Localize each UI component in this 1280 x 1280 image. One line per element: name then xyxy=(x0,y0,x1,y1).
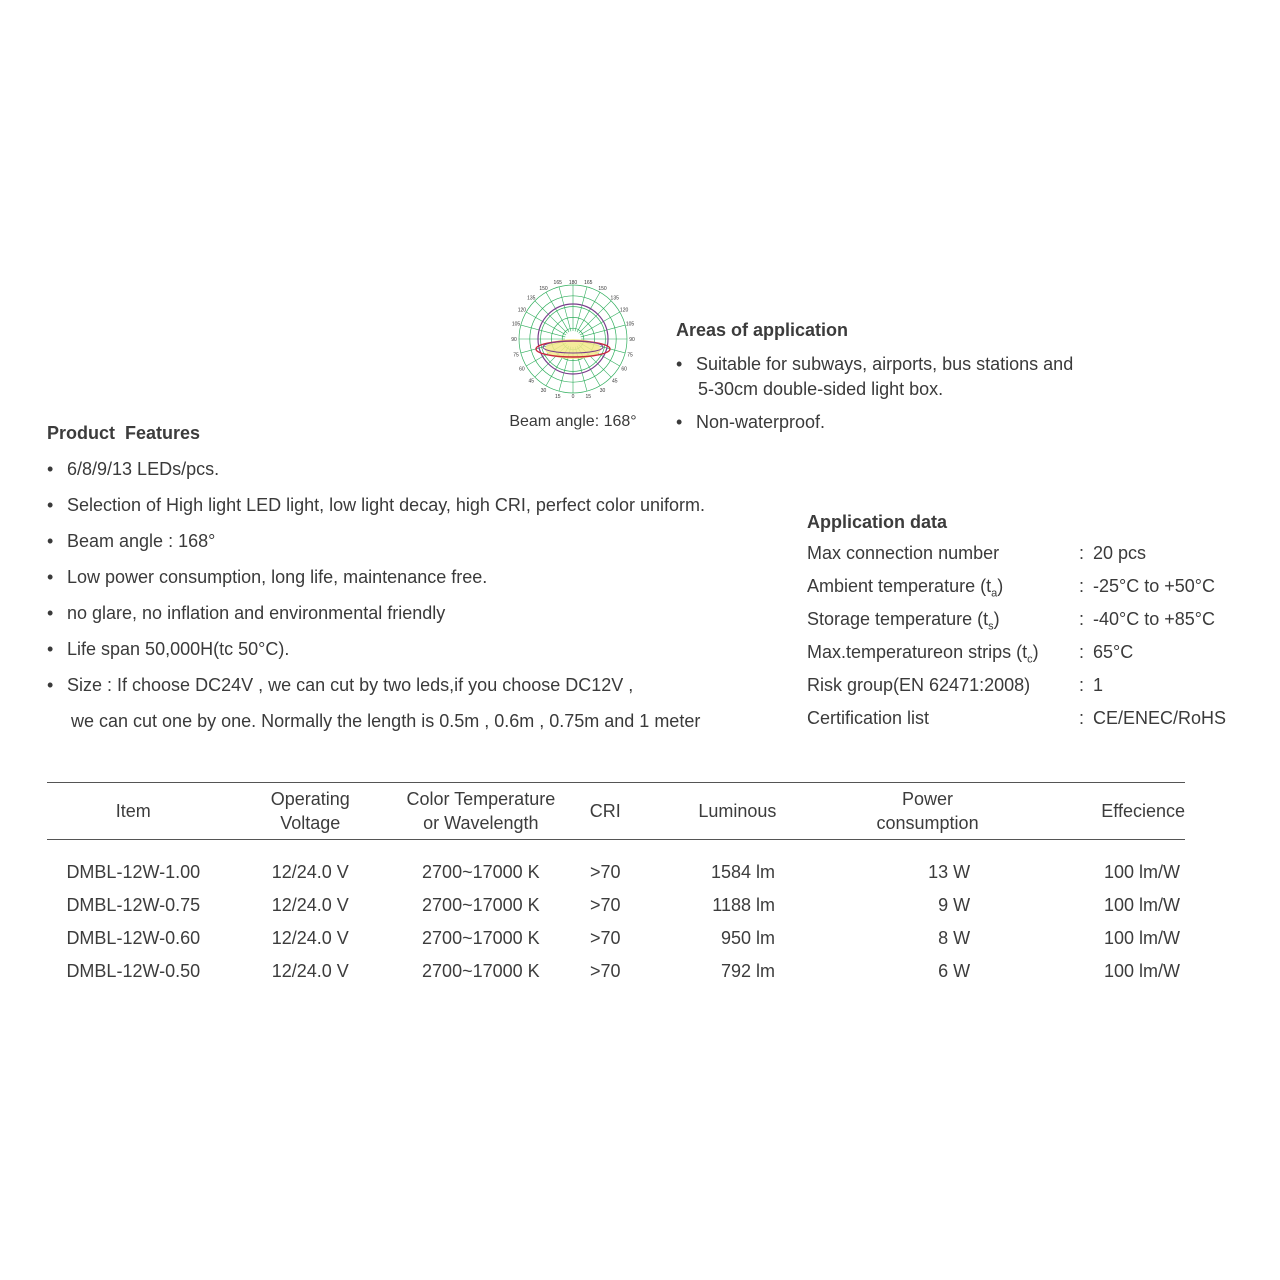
polar-label-left: 135 xyxy=(527,295,536,302)
application-data-row xyxy=(807,609,1247,642)
cell-color-temperature: 2700~17000 K xyxy=(422,895,540,915)
areas-item xyxy=(676,352,1073,402)
cell-power: 6 W xyxy=(938,961,971,981)
feature-item: • Size : If choose DC24V , we can cut by two leds,if you choose DC12V , xyxy=(47,674,705,696)
cell-effecience: 100 lm/W xyxy=(1103,961,1180,981)
light-distribution-diagram xyxy=(507,276,639,404)
application-data-label: Max connection number xyxy=(807,543,1000,563)
cell-voltage: 12/24.0 V xyxy=(271,928,349,948)
application-data-colon: : xyxy=(1079,543,1085,563)
cell-luminous: 792 lm xyxy=(720,961,775,981)
cell-item: DMBL-12W-0.50 xyxy=(66,961,201,981)
application-data-colon: : xyxy=(1079,675,1085,695)
polar-label-left: 120 xyxy=(517,307,527,314)
feature-item-continuation: we can cut one by one. Normally the length is 0.5m , 0.6m , 0.75m and 1 meter xyxy=(71,711,701,731)
header-luminous: Luminous xyxy=(698,801,777,821)
polar-label-right: 135 xyxy=(610,295,619,302)
application-data-label: Ambient temperature $(t_a)$ xyxy=(807,576,1004,600)
application-data-value: CE/ENEC/RoHS xyxy=(1093,708,1227,728)
application-data-row xyxy=(807,708,1247,741)
polar-label-left: 60 xyxy=(519,366,525,373)
application-data-row xyxy=(807,642,1247,675)
cell-cri: >70 xyxy=(589,895,621,915)
polar-label-right: 120 xyxy=(619,307,629,314)
table-row xyxy=(47,889,1185,922)
header-color-temperature: Color Temperature or Wavelength xyxy=(406,789,556,833)
cell-effecience: 100 lm/W xyxy=(1103,862,1180,882)
cell-effecience: 100 lm/W xyxy=(1103,895,1180,915)
areas-item xyxy=(676,410,1073,435)
feature-item: • Low power consumption, long life, maintenance free. xyxy=(47,566,705,588)
polar-label-left: 15 xyxy=(554,393,561,400)
cell-voltage: 12/24.0 V xyxy=(271,862,349,882)
polar-label-left: 150 xyxy=(539,285,548,292)
table-row xyxy=(47,955,1185,988)
polar-label-left: 105 xyxy=(511,321,521,328)
table-row xyxy=(47,922,1185,955)
cell-color-temperature: 2700~17000 K xyxy=(422,928,540,948)
cell-color-temperature: 2700~17000 K xyxy=(422,862,540,882)
polar-label-right: 105 xyxy=(625,321,635,328)
cell-color-temperature: 2700~17000 K xyxy=(422,961,540,981)
polar-label-right: 15 xyxy=(585,393,592,400)
application-data-value: 65°C xyxy=(1093,642,1134,662)
polar-label-left: 30 xyxy=(540,388,547,395)
cell-power: 9 W xyxy=(938,895,971,915)
areas-item-text: Suitable for subways, airports, bus stations and xyxy=(696,354,1074,374)
polar-label-top: 180 xyxy=(568,280,578,286)
polar-label-left: 165 xyxy=(553,280,562,287)
application-data-row xyxy=(807,675,1247,708)
application-data-label: Storage temperature $(t_s)$ xyxy=(807,609,1000,633)
cell-luminous: 950 lm xyxy=(720,928,775,948)
cell-voltage: 12/24.0 V xyxy=(271,895,349,915)
cell-effecience: 100 lm/W xyxy=(1103,928,1180,948)
application-data-value: -25°C to +50°C xyxy=(1093,576,1215,596)
areas-of-application-heading: Areas of application xyxy=(676,320,849,340)
table-row xyxy=(47,840,1185,890)
header-power-consumption: Power consumption xyxy=(876,789,979,833)
application-data-row xyxy=(807,543,1247,576)
polar-label-right: 150 xyxy=(598,285,607,292)
cell-power: 8 W xyxy=(938,928,971,948)
application-data-colon: : xyxy=(1079,576,1085,596)
cell-voltage: 12/24.0 V xyxy=(271,961,349,981)
cell-cri: >70 xyxy=(589,862,621,882)
specification-table xyxy=(47,782,1185,988)
polar-label-right: 30 xyxy=(599,388,606,395)
application-data-label: Max.temperatureon strips $(t_c)$ xyxy=(807,642,1039,666)
product-features-list xyxy=(47,458,705,746)
cell-cri: >70 xyxy=(589,928,621,948)
application-data-value: 20 pcs xyxy=(1093,543,1147,563)
areas-of-application-list xyxy=(676,352,1073,443)
cell-power: 13 W xyxy=(928,862,971,882)
feature-item: • Selection of High light LED light, low light decay, high CRI, perfect color uniform. xyxy=(47,494,705,516)
cell-item: DMBL-12W-1.00 xyxy=(66,862,201,882)
polar-label-right: 90 xyxy=(629,337,635,343)
header-operating-voltage: Operating Voltage xyxy=(270,789,350,833)
application-data-label: Certification list xyxy=(807,708,930,728)
application-data-colon: : xyxy=(1079,642,1085,662)
application-data-value: -40°C to +85°C xyxy=(1093,609,1215,629)
header-item: Item xyxy=(115,801,151,821)
application-data-heading: Application data xyxy=(807,512,948,532)
polar-label-left: 75 xyxy=(513,352,519,359)
beam-angle-caption: Beam angle: 168° xyxy=(509,413,637,430)
polar-label-left: 90 xyxy=(511,337,517,343)
feature-item: • no glare, no inflation and environmental friendly xyxy=(47,602,705,624)
areas-item-text-cont: 5-30cm double-sided light box. xyxy=(698,379,944,399)
polar-label-left: 45 xyxy=(528,378,535,385)
cell-cri: >70 xyxy=(589,961,621,981)
feature-item: • 6/8/9/13 LEDs/pcs. xyxy=(47,458,705,480)
table-header-row xyxy=(47,783,1185,840)
feature-item: • Life span 50,000H(tc 50°C). xyxy=(47,638,705,660)
polar-label-bottom: 0 xyxy=(571,394,575,400)
polar-label-right: 60 xyxy=(621,366,627,373)
cell-luminous: 1584 lm xyxy=(710,862,775,882)
feature-item: • Beam angle : 168° xyxy=(47,530,705,552)
application-data-colon: : xyxy=(1079,708,1085,728)
application-data-label: Risk group(EN 62471:2008) xyxy=(807,675,1031,695)
polar-label-right: 75 xyxy=(627,352,633,359)
polar-label-right: 45 xyxy=(611,378,618,385)
header-cri: CRI xyxy=(589,801,621,821)
areas-item-text: Non-waterproof. xyxy=(696,412,826,432)
header-effecience: Effecience xyxy=(1101,801,1185,821)
cell-luminous: 1188 lm xyxy=(712,895,775,915)
cell-item: DMBL-12W-0.75 xyxy=(66,895,201,915)
application-data-value: 1 xyxy=(1093,675,1104,695)
polar-label-right: 165 xyxy=(584,280,593,287)
product-features-heading: Product Features xyxy=(47,423,201,443)
application-data-list xyxy=(807,543,1247,741)
cell-item: DMBL-12W-0.60 xyxy=(66,928,201,948)
application-data-colon: : xyxy=(1079,609,1085,629)
application-data-row xyxy=(807,576,1247,609)
